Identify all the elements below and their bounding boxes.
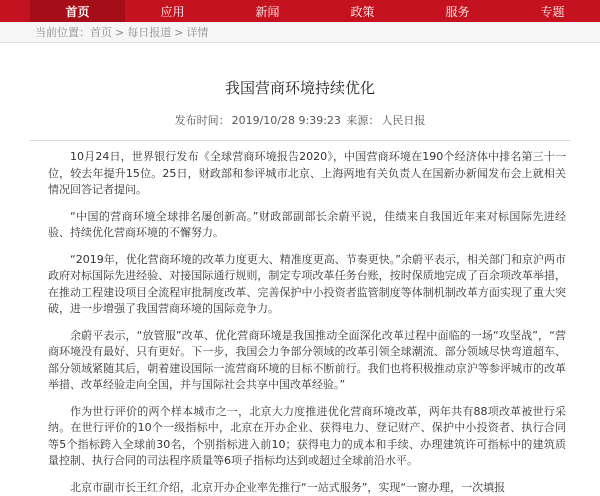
- nav-item-topics[interactable]: 专题: [505, 0, 600, 22]
- article-body: [0, 149, 600, 496]
- breadcrumb-link-daily-report[interactable]: 每日报道: [127, 24, 171, 40]
- breadcrumb: [0, 22, 600, 43]
- source-name: 人民日报: [381, 114, 425, 127]
- breadcrumb-separator: >: [115, 26, 124, 39]
- breadcrumb-prefix: 当前位置：: [35, 24, 90, 40]
- article-paragraph: 北京市副市长王红介绍，北京开办企业率先推行“一站式服务”，实现“一窗办理，一次填报: [48, 480, 566, 496]
- breadcrumb-separator: >: [174, 26, 183, 39]
- article-title: 我国营商环境持续优化: [0, 77, 600, 98]
- article-paragraph: “2019年，优化营商环境的改革力度更大、精准度更高、节奏更快。”余蔚平表示，相关部门和京沪两市政府对标国际先进经验、对接国际通行规则，制定专项改革任务台账，按时保质地完成了百余项改革举措，在推动工程建设项目全流程审批制度改革、完善保护中小投资者监管制度等体制机制改革方面实现了重大突破，进一步增强了我国营商环境的国际竞争力。: [48, 252, 566, 318]
- article-meta: [0, 112, 600, 128]
- published-time: 2019/10/28 9:39:23: [232, 114, 341, 127]
- article-paragraph: 余蔚平表示，“放管服”改革、优化营商环境是我国推动全面深化改革过程中面临的一场“攻坚战”，“营商环境没有最好、只有更好。下一步，我国会力争部分领域的改革引领全球潮流、部分领域尽快弯道超车、部分领域紧随其后，朝着建设国际一流营商环境的目标不断前行。我们也将积极推动京沪等参评城市的改革举措、改革经验走向全国，并与国际社会共享中国改革经验。”: [48, 328, 566, 394]
- title-divider: [30, 140, 570, 141]
- nav-item-news[interactable]: 新闻: [220, 0, 315, 22]
- breadcrumb-link-home[interactable]: 首页: [90, 24, 112, 40]
- main-nav: [0, 0, 600, 22]
- nav-item-policy[interactable]: 政策: [315, 0, 410, 22]
- article-paragraph: “中国的营商环境全球排名屡创新高。”财政部副部长余蔚平说，佳绩来自我国近年来对标国际先进经验、持续优化营商环境的不懈努力。: [48, 209, 566, 242]
- article-paragraph: 10月24日，世界银行发布《全球营商环境报告2020》，中国营商环境在190个经济体中排名第三十一位，较去年提升15位。25日，财政部和参评城市北京、上海两地有关负责人在国新办新闻发布会上就相关情况回答记者提问。: [48, 149, 566, 199]
- nav-item-home[interactable]: 首页: [30, 0, 125, 22]
- breadcrumb-current: 详情: [186, 24, 208, 40]
- nav-item-apps[interactable]: 应用: [125, 0, 220, 22]
- source-label: 来源：: [346, 114, 379, 127]
- nav-item-services[interactable]: 服务: [410, 0, 505, 22]
- published-label: 发布时间：: [175, 114, 230, 127]
- article-paragraph: 作为世行评价的两个样本城市之一，北京大力度推进优化营商环境改革，两年共有88项改革被世行采纳。在世行评价的10个一级指标中，北京在开办企业、获得电力、登记财产、保护中小投资者、执行合同等5个指标跨入全球前30名，个别指标进入前10；获得电力的成本和手续、办理建筑许可指标中的建筑质量控制、执行合同的司法程序质量等6项子指标均达到或超过全球前沿水平。: [48, 404, 566, 470]
